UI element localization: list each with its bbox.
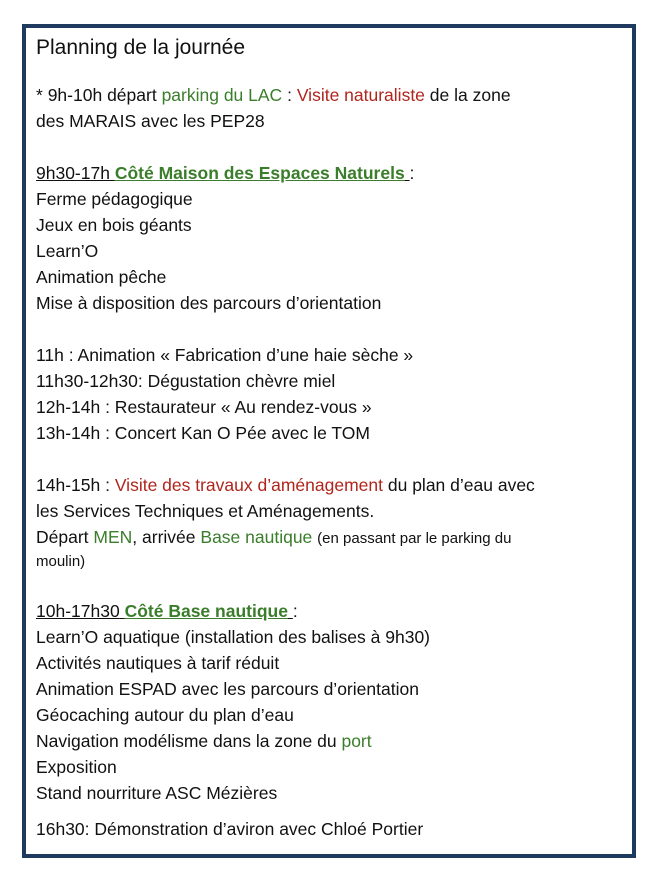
intro-line-1	[36, 82, 636, 108]
visit-title: Visite des travaux d’aménagement	[114, 475, 383, 495]
men-item: Learn’O	[36, 241, 99, 261]
men-item: Jeux en bois géants	[36, 215, 192, 235]
navigation-port: port	[341, 731, 372, 751]
schedule-item: 13h-14h : Concert Kan O Pée avec le TOM	[36, 423, 370, 443]
intro-visite: Visite naturaliste	[296, 85, 425, 105]
visit-note: (en passant par le parking du	[317, 530, 512, 547]
men-section-time: 9h30-17h	[36, 163, 110, 183]
men-item: Ferme pédagogique	[36, 189, 193, 209]
intro-parking: parking du LAC	[161, 85, 283, 105]
visit-arrivee: , arrivée	[132, 527, 196, 547]
visit-rest: du plan d’eau avec	[387, 475, 535, 495]
intro-rest: de la zone	[429, 85, 511, 105]
visit-depart: Départ	[36, 527, 89, 547]
planning-content	[36, 34, 636, 842]
schedule-item: 11h : Animation « Fabrication d’une haie sèche »	[36, 345, 414, 365]
men-section-colon: :	[409, 163, 415, 183]
intro-line-2: des MARAIS avec les PEP28	[36, 111, 265, 131]
base-item: Géocaching autour du plan d’eau	[36, 705, 294, 725]
men-item: Mise à disposition des parcours d’orientation	[36, 293, 382, 313]
base-item-navigation	[36, 728, 636, 754]
intro-colon: :	[287, 85, 292, 105]
navigation-text: Navigation modélisme dans la zone du	[36, 731, 337, 751]
base-section-place: Côté Base nautique	[124, 601, 288, 621]
visit-note-2: moulin)	[36, 553, 86, 570]
base-section-time: 10h-17h30	[36, 601, 120, 621]
schedule-item: 11h30-12h30: Dégustation chèvre miel	[36, 371, 336, 391]
schedule-item: 12h-14h : Restaurateur « Au rendez-vous »	[36, 397, 372, 417]
base-item: Animation ESPAD avec les parcours d’orientation	[36, 679, 419, 699]
base-item: Exposition	[36, 757, 117, 777]
base-section-heading	[36, 598, 636, 624]
men-section-heading	[36, 160, 636, 186]
final-item: 16h30: Démonstration d’aviron avec Chloé Portier	[36, 819, 424, 839]
visit-line-1	[36, 472, 636, 498]
visit-time: 14h-15h :	[36, 475, 110, 495]
base-item: Learn’O aquatique (installation des balises à 9h30)	[36, 627, 431, 647]
visit-men: MEN	[93, 527, 133, 547]
intro-time: 9h-10h	[47, 85, 103, 105]
base-section-colon: :	[292, 601, 298, 621]
base-item: Stand nourriture ASC Mézières	[36, 783, 278, 803]
visit-line-3	[36, 524, 636, 552]
intro-depart: départ	[107, 85, 157, 105]
men-section-place: Côté Maison des Espaces Naturels	[114, 163, 405, 183]
page-title: Planning de la journée	[36, 36, 245, 59]
visit-line-2: les Services Techniques et Aménagements.	[36, 501, 375, 521]
intro-star: *	[36, 85, 43, 105]
men-item: Animation pêche	[36, 267, 167, 287]
visit-base: Base nautique	[200, 527, 313, 547]
base-item: Activités nautiques à tarif réduit	[36, 653, 280, 673]
